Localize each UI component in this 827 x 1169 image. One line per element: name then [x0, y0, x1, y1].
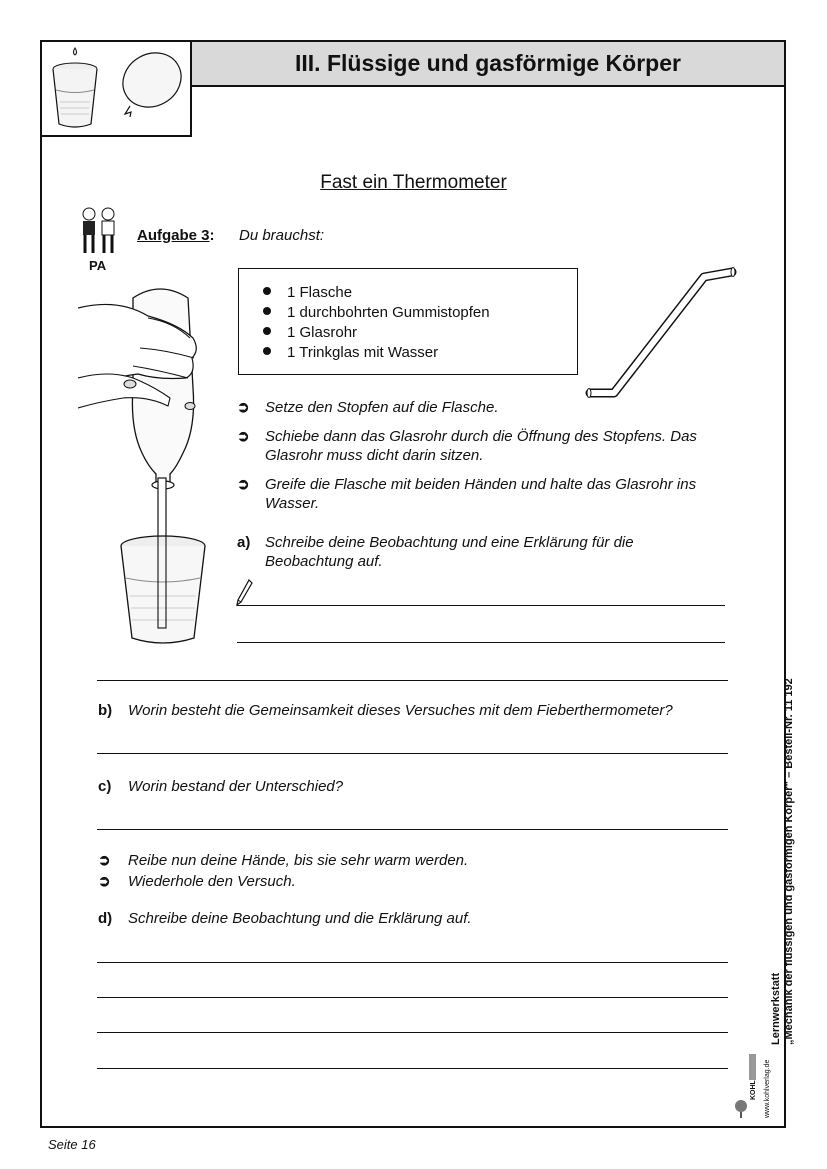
- page-number: Seite 16: [48, 1137, 96, 1152]
- materials-list: [263, 283, 490, 363]
- chapter-title: III. Flüssige und gasförmige Körper: [295, 50, 681, 76]
- glass-tube-illustration: [582, 265, 742, 407]
- answer-line[interactable]: [97, 962, 728, 963]
- answer-line[interactable]: [97, 1032, 728, 1033]
- header-illustration-box: [40, 40, 192, 137]
- answer-line[interactable]: [97, 829, 728, 830]
- chapter-header: [190, 40, 786, 87]
- task-intro: Du brauchst:: [239, 227, 325, 244]
- answer-line[interactable]: [97, 753, 728, 754]
- pencil-icon: [235, 578, 253, 608]
- bullet-icon: [263, 327, 271, 335]
- publisher-logo: [733, 1050, 773, 1120]
- answer-line[interactable]: [237, 642, 725, 643]
- arrow-icon: ➲: [237, 428, 250, 445]
- arrow-icon: ➲: [98, 873, 111, 890]
- pair-work-label: PA: [89, 258, 107, 273]
- publisher-sidebar: [770, 655, 796, 1045]
- arrow-icon: ➲: [98, 852, 111, 869]
- glass-and-balloon-illustration: [42, 42, 190, 135]
- publisher-name: KOHL: [750, 1080, 757, 1100]
- bottle-experiment-illustration: [78, 278, 238, 650]
- task-label-colon: :: [209, 227, 215, 244]
- list-item: 1 Glasrohr: [263, 323, 490, 343]
- sidebar-series: Lernwerkstatt: [770, 972, 782, 1045]
- task-label-text: Aufgabe 3: [137, 227, 210, 244]
- pair-work-icon: [78, 205, 120, 257]
- arrow-icon: ➲: [237, 399, 250, 416]
- bullet-icon: [263, 287, 271, 295]
- materials-box: [238, 268, 578, 375]
- publisher-url: www.kohlverlag.de: [764, 1059, 771, 1118]
- list-item: 1 Trinkglas mit Wasser: [263, 343, 490, 363]
- bullet-icon: [263, 307, 271, 315]
- worksheet-title: Fast ein Thermometer: [320, 172, 507, 193]
- arrow-icon: ➲: [237, 476, 250, 493]
- list-item: 1 Flasche: [263, 283, 490, 303]
- list-item: 1 durchbohrten Gummistopfen: [263, 303, 490, 323]
- bullet-icon: [263, 347, 271, 355]
- task-label: [137, 227, 215, 244]
- answer-line[interactable]: [97, 1068, 728, 1069]
- answer-line[interactable]: [237, 605, 725, 606]
- sidebar-order-info: „Mechanik der flüssigen und gasförmigen Körper“ – Bestell-Nr. 11 192: [783, 678, 795, 1045]
- answer-line[interactable]: [97, 680, 728, 681]
- answer-line[interactable]: [97, 997, 728, 998]
